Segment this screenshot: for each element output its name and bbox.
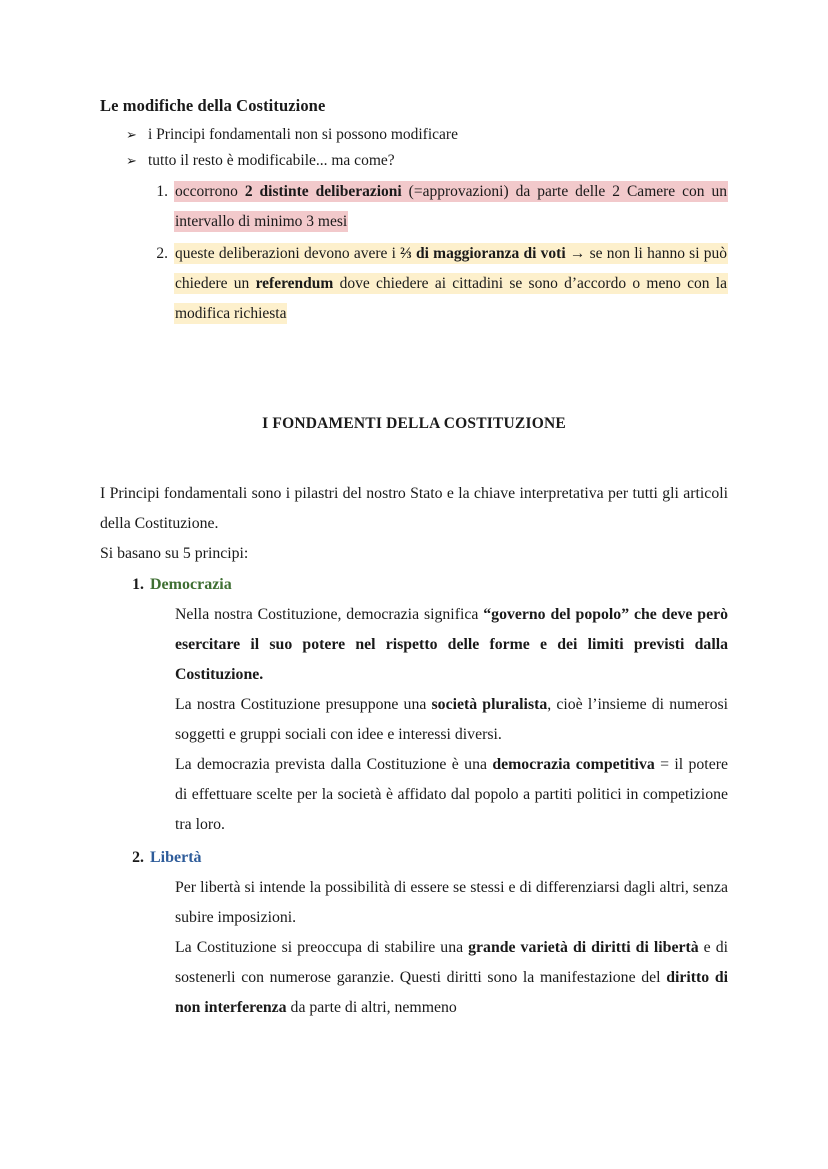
section-heading: I FONDAMENTI DELLA COSTITUZIONE <box>262 415 566 432</box>
list-item-number: 2. <box>156 245 168 262</box>
list-item-text: tutto il resto è modificabile... ma come? <box>148 152 395 169</box>
list-item <box>156 239 728 329</box>
principle-paragraph: La nostra Costituzione presuppone una società pluralista, cioè l’insieme di numerosi soggetti e gruppi sociali con idee e interessi diversi. <box>175 696 729 743</box>
list-item <box>156 177 728 237</box>
principle-paragraph: La democrazia prevista dalla Costituzione è una democrazia competitiva = il potere di effettuare scelte per la società è affidato dal popolo a partiti politici in competizione tra loro. <box>175 756 728 833</box>
spacer <box>100 433 728 479</box>
arrow-bullet-icon: ➢ <box>126 127 137 142</box>
list-item-text: i Principi fondamentali non si possono modificare <box>148 126 458 143</box>
principle-paragraph: La Costituzione si preoccupa di stabilire una grande varietà di diritti di libertà e di sostenerli con numerose garanzie. Questi diritti sono la manifestazione del diritto di non interferenza da parte di altri, nemmeno <box>175 939 729 1016</box>
page-title: Le modifiche della Costituzione <box>100 96 326 115</box>
principle-paragraph: Nella nostra Costituzione, democrazia significa “governo del popolo” che deve però esercitare il suo potere nel rispetto delle forme e dei limiti previsti dalla Costituzione. <box>175 606 728 683</box>
principle-title: Libertà <box>150 849 202 866</box>
intro-paragraph: I Principi fondamentali sono i pilastri del nostro Stato e la chiave interpretativa per tutti gli articoli della Costituzione. <box>100 485 728 532</box>
principle-paragraph: Per libertà si intende la possibilità di essere se stessi e di differenziarsi dagli altri, senza subire imposizioni. <box>175 879 728 926</box>
principle-title: Democrazia <box>150 576 232 593</box>
principles-list <box>100 569 728 1023</box>
highlighted-text-yellow: queste deliberazioni devono avere i ⅔ di maggioranza di voti → se non li hanno si può chiedere un referendum dove chiedere ai cittadini se sono d’accordo o meno con la modifica richiesta <box>175 245 728 322</box>
arrow-bullet-list <box>100 122 728 173</box>
numbered-procedure-list <box>100 177 728 329</box>
list-item-number: 2. <box>132 849 144 866</box>
arrow-bullet-icon: ➢ <box>126 153 137 168</box>
list-item <box>126 148 728 173</box>
spacer <box>100 331 728 415</box>
list-item-number: 1. <box>132 576 144 593</box>
list-item <box>132 569 729 840</box>
list-item <box>126 122 728 147</box>
list-item <box>132 842 729 1023</box>
list-item-number: 1. <box>156 183 168 200</box>
highlighted-text-pink: occorrono 2 distinte deliberazioni (=approvazioni) da parte delle 2 Camere con un intervallo di minimo 3 mesi <box>175 183 727 230</box>
intro-paragraph-secondary: Si basano su 5 principi: <box>100 545 249 562</box>
